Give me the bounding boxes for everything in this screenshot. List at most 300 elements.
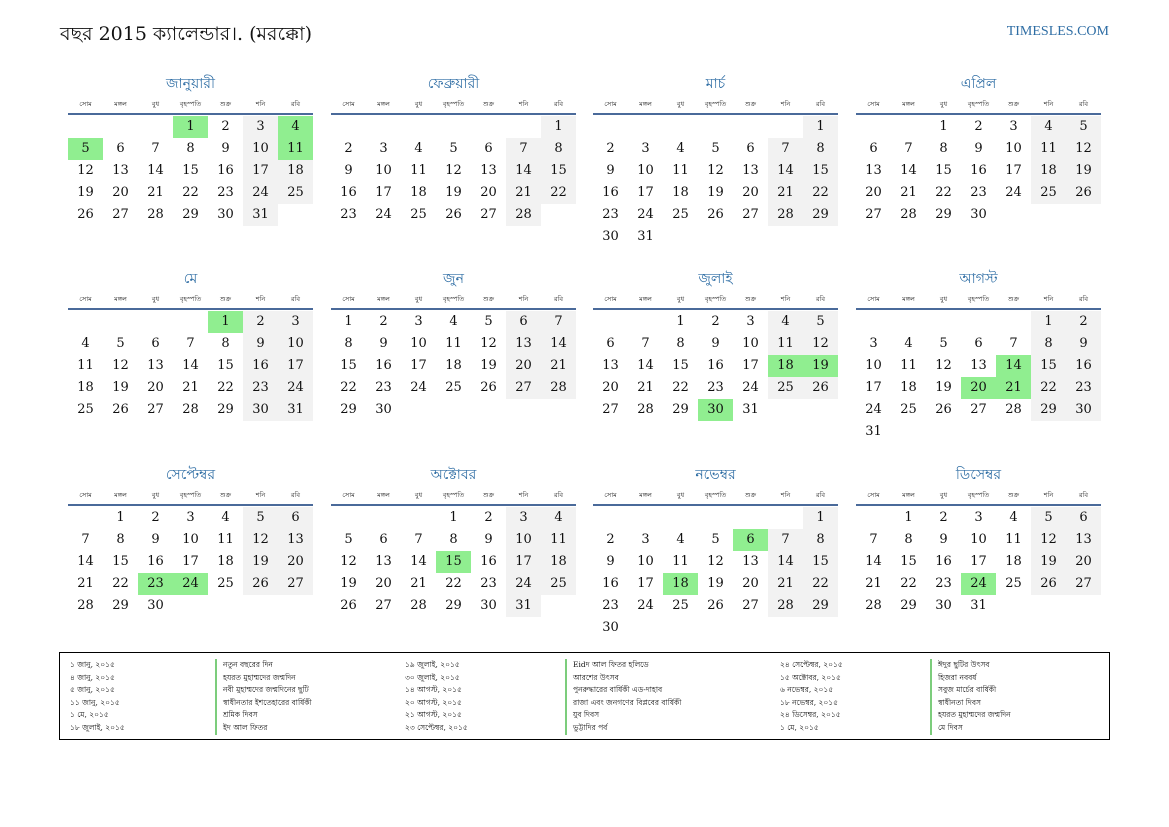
day-cell: 19 xyxy=(340,576,357,591)
empty-cell xyxy=(856,116,891,138)
empty-cell xyxy=(628,507,663,529)
day-cell: 1 xyxy=(116,510,125,525)
day-cell: 15 xyxy=(900,554,917,569)
month-name: জুলাই xyxy=(698,271,733,287)
day-cell: 25 xyxy=(1031,182,1066,204)
empty-cell xyxy=(733,507,768,529)
holiday-date: ২০ আগস্ট, ২০১৫ xyxy=(405,697,462,707)
day-cell: 18 xyxy=(672,185,689,200)
day-cell: 27 xyxy=(480,207,497,222)
weekday-label: বৃহস্পতি xyxy=(179,295,202,303)
day-cell: 9 xyxy=(344,163,353,178)
day-cell: 17 xyxy=(243,160,278,182)
day-cell: 12 xyxy=(707,554,724,569)
weekday-label: শুক্র xyxy=(482,295,495,303)
day-cell: 7 xyxy=(768,529,803,551)
weekday-label: সোম xyxy=(867,100,880,108)
day-cell: 1 xyxy=(676,314,685,329)
day-grid xyxy=(856,507,1101,617)
empty-cell xyxy=(471,116,506,138)
weekday-label: শনি xyxy=(518,491,529,499)
holiday-date: ২৪ ডিসেম্বর, ২০১৫ xyxy=(780,710,841,720)
weekday-label: বুধ xyxy=(939,295,948,303)
day-cell: 8 xyxy=(541,138,576,160)
day-cell: 26 xyxy=(112,402,129,417)
weekday-label: সোম xyxy=(342,295,355,303)
day-cell: 3 xyxy=(974,510,983,525)
holiday-day-cell: 24 xyxy=(961,573,996,595)
day-cell: 25 xyxy=(410,207,427,222)
month-2 xyxy=(331,73,576,226)
day-cell: 6 xyxy=(506,311,541,333)
weekday-label: শুক্র xyxy=(744,295,757,303)
day-cell: 22 xyxy=(217,380,234,395)
weekday-label: রবি xyxy=(290,100,301,108)
day-cell: 22 xyxy=(803,573,838,595)
day-cell: 8 xyxy=(1031,333,1066,355)
weekday-label: সোম xyxy=(604,295,617,303)
month-8 xyxy=(856,268,1101,443)
day-cell: 17 xyxy=(182,554,199,569)
month-name: নভেম্বর xyxy=(695,467,736,483)
day-cell: 4 xyxy=(81,336,90,351)
weekday-label: শুক্র xyxy=(482,491,495,499)
day-cell: 2 xyxy=(379,314,388,329)
day-cell: 25 xyxy=(541,573,576,595)
day-cell: 25 xyxy=(77,402,94,417)
day-cell: 14 xyxy=(637,358,654,373)
day-cell: 13 xyxy=(112,163,129,178)
holiday-names-col-3 xyxy=(930,659,1108,735)
day-cell: 16 xyxy=(935,554,952,569)
day-cell: 14 xyxy=(768,160,803,182)
day-cell: 16 xyxy=(340,185,357,200)
holiday-date: ১ জানু, ২০১৫ xyxy=(70,660,115,669)
day-cell: 20 xyxy=(865,185,882,200)
holiday-day-cell: 14 xyxy=(996,355,1031,377)
day-cell: 3 xyxy=(379,141,388,156)
day-cell: 11 xyxy=(900,358,917,373)
month-name: ডিসেম্বর xyxy=(955,467,1002,483)
weekday-header xyxy=(331,95,576,115)
holiday-date: ২৪ সেপ্টেম্বর, ২০১৫ xyxy=(780,660,843,669)
day-cell: 25 xyxy=(278,182,313,204)
day-cell: 10 xyxy=(278,333,313,355)
day-cell: 27 xyxy=(742,598,759,613)
day-cell: 11 xyxy=(541,529,576,551)
day-cell: 26 xyxy=(707,207,724,222)
day-cell: 31 xyxy=(243,204,278,226)
empty-cell xyxy=(628,116,663,138)
day-cell: 10 xyxy=(865,358,882,373)
day-cell: 30 xyxy=(1066,399,1101,421)
day-cell: 3 xyxy=(414,314,423,329)
day-cell: 19 xyxy=(445,185,462,200)
empty-cell xyxy=(68,507,103,529)
day-cell: 25 xyxy=(672,598,689,613)
day-cell: 10 xyxy=(182,532,199,547)
holiday-day-cell: 19 xyxy=(803,355,838,377)
day-cell: 10 xyxy=(410,336,427,351)
weekday-label: শুক্র xyxy=(1007,100,1020,108)
day-cell: 24 xyxy=(506,573,541,595)
day-cell: 28 xyxy=(900,207,917,222)
day-cell: 24 xyxy=(637,207,654,222)
day-cell: 5 xyxy=(1066,116,1101,138)
weekday-label: রবি xyxy=(290,491,301,499)
day-cell: 18 xyxy=(410,185,427,200)
day-cell: 9 xyxy=(379,336,388,351)
day-cell: 19 xyxy=(112,380,129,395)
weekday-label: মঙ্গল xyxy=(639,100,652,108)
day-cell: 4 xyxy=(768,311,803,333)
day-cell: 20 xyxy=(112,185,129,200)
day-cell: 21 xyxy=(768,573,803,595)
month-name: আগস্ট xyxy=(959,271,998,287)
day-cell: 14 xyxy=(541,333,576,355)
empty-cell xyxy=(663,507,698,529)
weekday-label: মঙ্গল xyxy=(377,100,390,108)
day-cell: 7 xyxy=(506,138,541,160)
day-cell: 12 xyxy=(112,358,129,373)
holiday-name: স্বাধীনতা দিবস xyxy=(938,697,981,707)
day-cell: 6 xyxy=(116,141,125,156)
holiday-date: ১৪ আগস্ট, ২০১৫ xyxy=(405,685,462,695)
day-cell: 13 xyxy=(147,358,164,373)
day-cell: 24 xyxy=(1005,185,1022,200)
day-cell: 27 xyxy=(375,598,392,613)
day-cell: 6 xyxy=(606,336,615,351)
day-cell: 16 xyxy=(602,576,619,591)
day-cell: 30 xyxy=(217,207,234,222)
weekday-label: মঙ্গল xyxy=(377,295,390,303)
day-cell: 4 xyxy=(904,336,913,351)
day-cell: 14 xyxy=(182,358,199,373)
empty-cell xyxy=(506,116,541,138)
holiday-name: পুনরুদ্ধারের বার্ষিকী এড-দাহাব xyxy=(573,685,663,695)
day-cell: 2 xyxy=(606,532,615,547)
day-cell: 3 xyxy=(746,314,755,329)
day-cell: 27 xyxy=(506,377,541,399)
day-cell: 15 xyxy=(803,160,838,182)
site-link[interactable]: TIMESLES.COM xyxy=(1006,24,1109,39)
day-cell: 23 xyxy=(1066,377,1101,399)
day-cell: 8 xyxy=(803,138,838,160)
weekday-label: সোম xyxy=(342,100,355,108)
day-cell: 10 xyxy=(506,529,541,551)
weekday-label: মঙ্গল xyxy=(902,491,915,499)
day-cell: 15 xyxy=(1031,355,1066,377)
day-cell: 10 xyxy=(1005,141,1022,156)
day-cell: 3 xyxy=(641,532,650,547)
holiday-day-cell: 23 xyxy=(138,573,173,595)
day-cell: 27 xyxy=(970,402,987,417)
day-cell: 20 xyxy=(1066,551,1101,573)
day-cell: 12 xyxy=(935,358,952,373)
day-cell: 2 xyxy=(484,510,493,525)
empty-cell xyxy=(68,116,103,138)
day-cell: 3 xyxy=(243,116,278,138)
day-cell: 23 xyxy=(935,576,952,591)
holiday-name: আরশের উৎসব xyxy=(573,672,619,682)
weekday-header xyxy=(593,290,838,310)
day-cell: 29 xyxy=(803,204,838,226)
holiday-name: স্বাধীনতার ইশতেহারের বার্ষিকী xyxy=(223,697,312,707)
day-cell: 22 xyxy=(112,576,129,591)
day-cell: 26 xyxy=(77,207,94,222)
day-cell: 16 xyxy=(480,554,497,569)
day-cell: 2 xyxy=(344,141,353,156)
day-cell: 20 xyxy=(742,576,759,591)
day-cell: 3 xyxy=(641,141,650,156)
day-cell: 22 xyxy=(672,380,689,395)
day-cell: 13 xyxy=(865,163,882,178)
month-10 xyxy=(331,464,576,617)
day-cell: 5 xyxy=(116,336,125,351)
day-cell: 7 xyxy=(641,336,650,351)
weekday-header xyxy=(68,95,313,115)
holiday-name: রাজা এবং জনগণের বিপ্লবের বার্ষিকী xyxy=(573,697,682,707)
weekday-label: বৃহস্পতি xyxy=(967,295,990,303)
day-cell: 19 xyxy=(935,380,952,395)
day-cell: 29 xyxy=(445,598,462,613)
day-cell: 7 xyxy=(151,141,160,156)
day-cell: 23 xyxy=(602,207,619,222)
day-cell: 30 xyxy=(375,402,392,417)
day-cell: 21 xyxy=(637,380,654,395)
day-cell: 17 xyxy=(637,576,654,591)
day-cell: 8 xyxy=(344,336,353,351)
day-cell: 23 xyxy=(217,185,234,200)
weekday-label: রবি xyxy=(290,295,301,303)
weekday-label: সোম xyxy=(867,295,880,303)
day-grid xyxy=(593,116,838,248)
day-cell: 26 xyxy=(707,598,724,613)
day-cell: 14 xyxy=(900,163,917,178)
day-cell: 29 xyxy=(217,402,234,417)
day-cell: 27 xyxy=(1066,573,1101,595)
day-cell: 14 xyxy=(768,551,803,573)
empty-cell xyxy=(891,311,926,333)
day-cell: 9 xyxy=(1066,333,1101,355)
weekday-label: সোম xyxy=(604,100,617,108)
holiday-day-cell: 1 xyxy=(173,116,208,138)
day-cell: 16 xyxy=(707,358,724,373)
weekday-label: রবি xyxy=(815,491,826,499)
weekday-label: সোম xyxy=(867,491,880,499)
holiday-date: ১৫ অক্টোবর, ২০১৫ xyxy=(780,672,841,682)
day-cell: 22 xyxy=(935,185,952,200)
weekday-label: মঙ্গল xyxy=(114,295,127,303)
weekday-label: সোম xyxy=(342,491,355,499)
empty-cell xyxy=(768,507,803,529)
day-cell: 18 xyxy=(1031,160,1066,182)
day-cell: 2 xyxy=(974,119,983,134)
day-cell: 28 xyxy=(182,402,199,417)
day-cell: 11 xyxy=(1031,138,1066,160)
holiday-name: নবী মুহাম্মদের জন্মদিনের ছুটি xyxy=(223,685,309,695)
day-cell: 11 xyxy=(77,358,94,373)
weekday-label: বুধ xyxy=(414,491,423,499)
day-cell: 20 xyxy=(742,185,759,200)
day-cell: 9 xyxy=(606,163,615,178)
day-cell: 28 xyxy=(637,402,654,417)
day-cell: 7 xyxy=(186,336,195,351)
holiday-name: শ্রমিক দিবস xyxy=(223,710,258,720)
day-cell: 11 xyxy=(1005,532,1022,547)
day-cell: 8 xyxy=(939,141,948,156)
day-cell: 23 xyxy=(480,576,497,591)
day-cell: 8 xyxy=(116,532,125,547)
day-cell: 17 xyxy=(375,185,392,200)
day-cell: 4 xyxy=(1009,510,1018,525)
day-cell: 15 xyxy=(112,554,129,569)
weekday-label: বৃহস্পতি xyxy=(704,491,727,499)
weekday-label: মঙ্গল xyxy=(902,100,915,108)
day-cell: 31 xyxy=(278,399,313,421)
day-grid xyxy=(331,116,576,226)
weekday-label: বুধ xyxy=(151,491,160,499)
day-cell: 3 xyxy=(869,336,878,351)
day-cell: 4 xyxy=(1031,116,1066,138)
empty-cell xyxy=(593,116,628,138)
day-cell: 8 xyxy=(221,336,230,351)
day-cell: 1 xyxy=(1031,311,1066,333)
weekday-label: শনি xyxy=(1043,100,1054,108)
weekday-label: বুধ xyxy=(414,295,423,303)
day-cell: 21 xyxy=(147,185,164,200)
empty-cell xyxy=(173,311,208,333)
day-cell: 26 xyxy=(803,377,838,399)
weekday-label: বৃহস্পতি xyxy=(442,491,465,499)
holiday-date: ৫ জানু, ২০১৫ xyxy=(70,685,115,695)
empty-cell xyxy=(891,116,926,138)
day-cell: 5 xyxy=(711,141,720,156)
holiday-name: মে দিবস xyxy=(938,722,963,732)
day-cell: 12 xyxy=(480,336,497,351)
weekday-label: শুক্র xyxy=(482,100,495,108)
day-cell: 27 xyxy=(278,573,313,595)
weekday-header xyxy=(593,486,838,506)
day-cell: 25 xyxy=(445,380,462,395)
month-5 xyxy=(68,268,313,421)
day-cell: 15 xyxy=(182,163,199,178)
day-cell: 30 xyxy=(243,399,278,421)
weekday-label: শনি xyxy=(780,100,791,108)
day-grid xyxy=(593,311,838,421)
weekday-label: বুধ xyxy=(151,100,160,108)
day-cell: 29 xyxy=(900,598,917,613)
day-cell: 14 xyxy=(410,554,427,569)
day-cell: 31 xyxy=(742,402,759,417)
day-cell: 20 xyxy=(278,551,313,573)
empty-cell xyxy=(698,507,733,529)
weekday-label: বৃহস্পতি xyxy=(704,100,727,108)
weekday-label: রবি xyxy=(553,491,564,499)
day-cell: 7 xyxy=(768,138,803,160)
empty-cell xyxy=(996,311,1031,333)
month-name: ফেব্রুয়ারী xyxy=(427,76,480,92)
day-cell: 25 xyxy=(900,402,917,417)
day-cell: 1 xyxy=(541,116,576,138)
day-cell: 14 xyxy=(506,160,541,182)
day-cell: 8 xyxy=(449,532,458,547)
weekday-header xyxy=(331,290,576,310)
empty-cell xyxy=(593,311,628,333)
day-cell: 11 xyxy=(217,532,234,547)
day-cell: 19 xyxy=(1066,160,1101,182)
day-cell: 10 xyxy=(243,138,278,160)
empty-cell xyxy=(628,311,663,333)
weekday-label: বুধ xyxy=(676,100,685,108)
day-cell: 13 xyxy=(506,333,541,355)
day-cell: 2 xyxy=(606,141,615,156)
day-cell: 6 xyxy=(379,532,388,547)
day-cell: 27 xyxy=(742,207,759,222)
empty-cell xyxy=(698,116,733,138)
holiday-name: ঈদুর ছুটির উৎসব xyxy=(938,660,990,669)
empty-cell xyxy=(103,311,138,333)
weekday-header xyxy=(856,95,1101,115)
day-cell: 15 xyxy=(935,163,952,178)
holiday-name: যুব দিবস xyxy=(573,710,600,720)
day-cell: 19 xyxy=(707,185,724,200)
day-cell: 29 xyxy=(340,402,357,417)
day-cell: 4 xyxy=(449,314,458,329)
empty-cell xyxy=(436,116,471,138)
weekday-label: সোম xyxy=(604,491,617,499)
holiday-name: সবুজ মার্চের বার্ষিকী xyxy=(938,685,997,695)
day-cell: 1 xyxy=(344,314,353,329)
day-cell: 30 xyxy=(147,598,164,613)
day-cell: 9 xyxy=(243,333,278,355)
holiday-date: ১ মে, ২০১৫ xyxy=(70,710,109,720)
day-cell: 13 xyxy=(742,163,759,178)
weekday-label: বৃহস্পতি xyxy=(967,100,990,108)
day-cell: 6 xyxy=(151,336,160,351)
day-cell: 18 xyxy=(900,380,917,395)
day-cell: 22 xyxy=(1031,377,1066,399)
day-cell: 12 xyxy=(1031,529,1066,551)
weekday-label: রবি xyxy=(553,100,564,108)
day-cell: 22 xyxy=(900,576,917,591)
day-cell: 28 xyxy=(410,598,427,613)
day-grid xyxy=(331,311,576,421)
weekday-label: মঙ্গল xyxy=(377,491,390,499)
empty-cell xyxy=(768,116,803,138)
day-cell: 28 xyxy=(865,598,882,613)
day-cell: 13 xyxy=(480,163,497,178)
day-cell: 29 xyxy=(1031,399,1066,421)
day-cell: 26 xyxy=(480,380,497,395)
month-6 xyxy=(331,268,576,421)
day-cell: 12 xyxy=(445,163,462,178)
empty-cell xyxy=(401,507,436,529)
day-cell: 17 xyxy=(742,358,759,373)
day-cell: 18 xyxy=(541,551,576,573)
day-cell: 24 xyxy=(637,598,654,613)
weekday-label: শুক্র xyxy=(219,491,232,499)
day-cell: 22 xyxy=(803,182,838,204)
holiday-day-cell: 6 xyxy=(733,529,768,551)
day-cell: 5 xyxy=(803,311,838,333)
holiday-date: ১১ জানু, ২০১৫ xyxy=(70,697,120,707)
day-cell: 9 xyxy=(606,554,615,569)
day-cell: 2 xyxy=(939,510,948,525)
weekday-label: মঙ্গল xyxy=(902,295,915,303)
weekday-label: শুক্র xyxy=(744,100,757,108)
day-cell: 19 xyxy=(707,576,724,591)
